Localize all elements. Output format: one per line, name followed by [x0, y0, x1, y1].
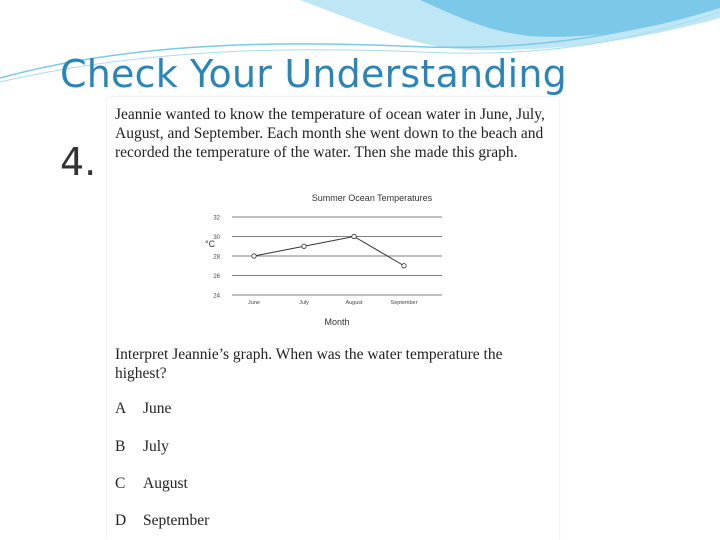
choice-text: July: [143, 438, 169, 455]
question-text: Interpret Jeannie’s graph. When was the water temperature the highest?: [115, 346, 503, 382]
y-tick-label: 32: [213, 215, 220, 222]
answer-choice-b[interactable]: [115, 438, 169, 456]
answer-choice-a[interactable]: [115, 400, 171, 418]
choice-text: August: [143, 475, 188, 492]
answer-choice-c[interactable]: [115, 475, 188, 493]
slide-title: Check Your Understanding: [60, 52, 567, 96]
problem-image: [107, 97, 559, 540]
y-axis-label: °C: [205, 239, 216, 249]
choice-letter: D: [115, 512, 127, 529]
choice-letter: C: [115, 475, 126, 492]
y-tick-label: 28: [213, 254, 220, 261]
data-point: [402, 264, 406, 268]
question-number: 4.: [60, 140, 97, 184]
problem-intro: Jeannie wanted to know the temperature of ocean water in June, July, August, and September. Each month she went down to the beach and recorded the temperature of the water. Then she made this graph.: [115, 106, 545, 161]
x-tick-label: June: [248, 300, 260, 306]
x-tick-label: July: [299, 300, 309, 306]
data-point: [252, 254, 256, 258]
choice-letter: B: [115, 438, 126, 455]
x-tick-label: August: [345, 300, 363, 306]
x-axis-label: Month: [324, 317, 350, 327]
y-tick-label: 24: [213, 293, 220, 300]
y-tick-label: 26: [213, 274, 220, 280]
chart-title: Summer Ocean Temperatures: [311, 193, 433, 203]
answer-choice-d[interactable]: [115, 512, 209, 530]
choice-letter: A: [115, 400, 127, 417]
data-point: [302, 244, 306, 248]
x-tick-label: September: [390, 300, 418, 306]
data-point: [352, 234, 356, 238]
choice-text: September: [143, 512, 210, 529]
choice-text: June: [143, 400, 172, 417]
line-chart: [197, 187, 547, 337]
y-tick-label: 30: [213, 235, 220, 241]
series-line: [254, 237, 404, 266]
